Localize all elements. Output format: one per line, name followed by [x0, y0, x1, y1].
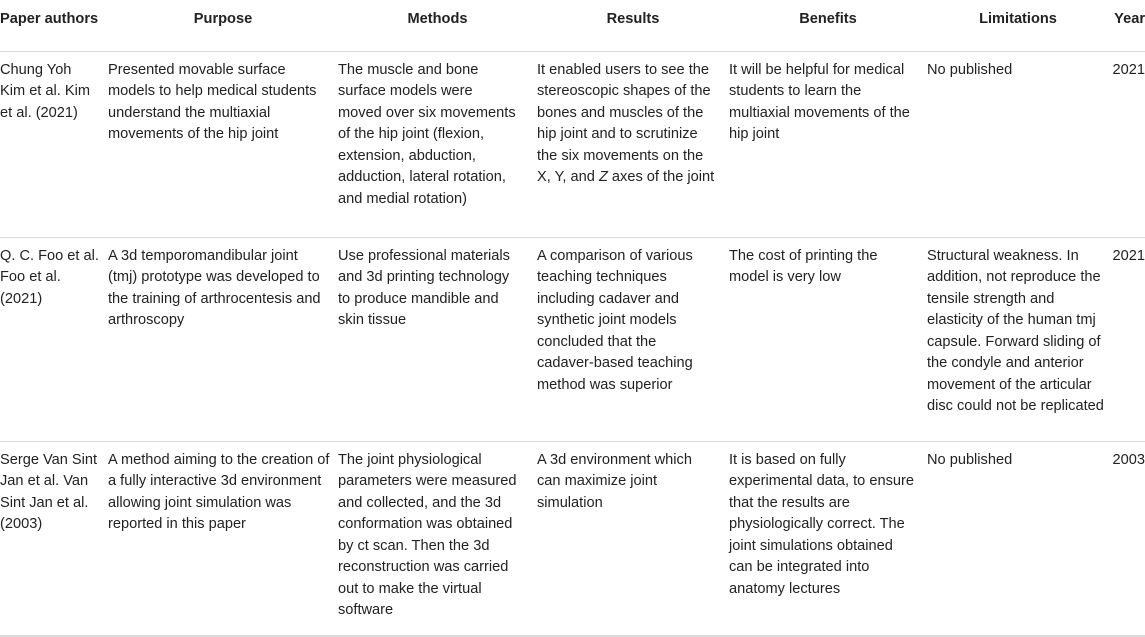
cell-authors: Serge Van Sint Jan et al. Van Sint Jan et al. (2003) [0, 441, 108, 636]
cell-authors: Q. C. Foo et al. Foo et al. (2021) [0, 237, 108, 441]
header-limitations: Limitations [927, 0, 1109, 51]
cell-year: 2003 [1109, 441, 1145, 636]
cell-limitations: Structural weakness. In addition, not reproduce the tensile strength and elasticity of the human tmj capsule. Forward sliding of the condyle and anterior movement of the articular disc could not be replicated [927, 237, 1109, 441]
cell-benefits: It will be helpful for medical students to learn the multiaxial movements of the hip joint [729, 51, 927, 237]
cell-benefits: It is based on fully experimental data, to ensure that the results are physiologically correct. The joint simulations obtained can be integrated into anatomy lectures [729, 441, 927, 636]
cell-methods: The joint physiological parameters were measured and collected, and the 3d conformation was obtained by ct scan. Then the 3d reconstruction was carried out to make the virtual software [338, 441, 537, 636]
cell-year: 2021 [1109, 51, 1145, 237]
cell-limitations: No published [927, 51, 1109, 237]
cell-methods: The muscle and bone surface models were moved over six movements of the hip joint (flexion, extension, abduction, adduction, lateral rotation, and medial rotation) [338, 51, 537, 237]
cell-purpose: Presented movable surface models to help medical students understand the multiaxial movements of the hip joint [108, 51, 338, 237]
cell-purpose: A method aiming to the creation of a fully interactive 3d environment allowing joint simulation was reported in this paper [108, 441, 338, 636]
header-authors: Paper authors [0, 0, 108, 51]
cell-authors: Chung Yoh Kim et al. Kim et al. (2021) [0, 51, 108, 237]
table-row [0, 51, 1145, 237]
header-purpose: Purpose [108, 0, 338, 51]
table-row [0, 237, 1145, 441]
header-row [0, 0, 1145, 51]
header-methods: Methods [338, 0, 537, 51]
cell-methods: Use professional materials and 3d printing technology to produce mandible and skin tissue [338, 237, 537, 441]
cell-results: It enabled users to see the stereoscopic shapes of the bones and muscles of the hip joint and to scrutinize the six movements on the X, Y, and Z axes of the joint [537, 51, 729, 237]
cell-benefits: The cost of printing the model is very low [729, 237, 927, 441]
table-row [0, 441, 1145, 636]
cell-year: 2021 [1109, 237, 1145, 441]
cell-limitations: No published [927, 441, 1109, 636]
cell-results: A comparison of various teaching techniques including cadaver and synthetic joint models concluded that the cadaver-based teaching method was superior [537, 237, 729, 441]
cell-purpose: A 3d temporomandibular joint (tmj) prototype was developed to the training of arthrocentesis and arthroscopy [108, 237, 338, 441]
header-results: Results [537, 0, 729, 51]
header-benefits: Benefits [729, 0, 927, 51]
cell-results: A 3d environment which can maximize joint simulation [537, 441, 729, 636]
header-year: Year [1109, 0, 1145, 51]
